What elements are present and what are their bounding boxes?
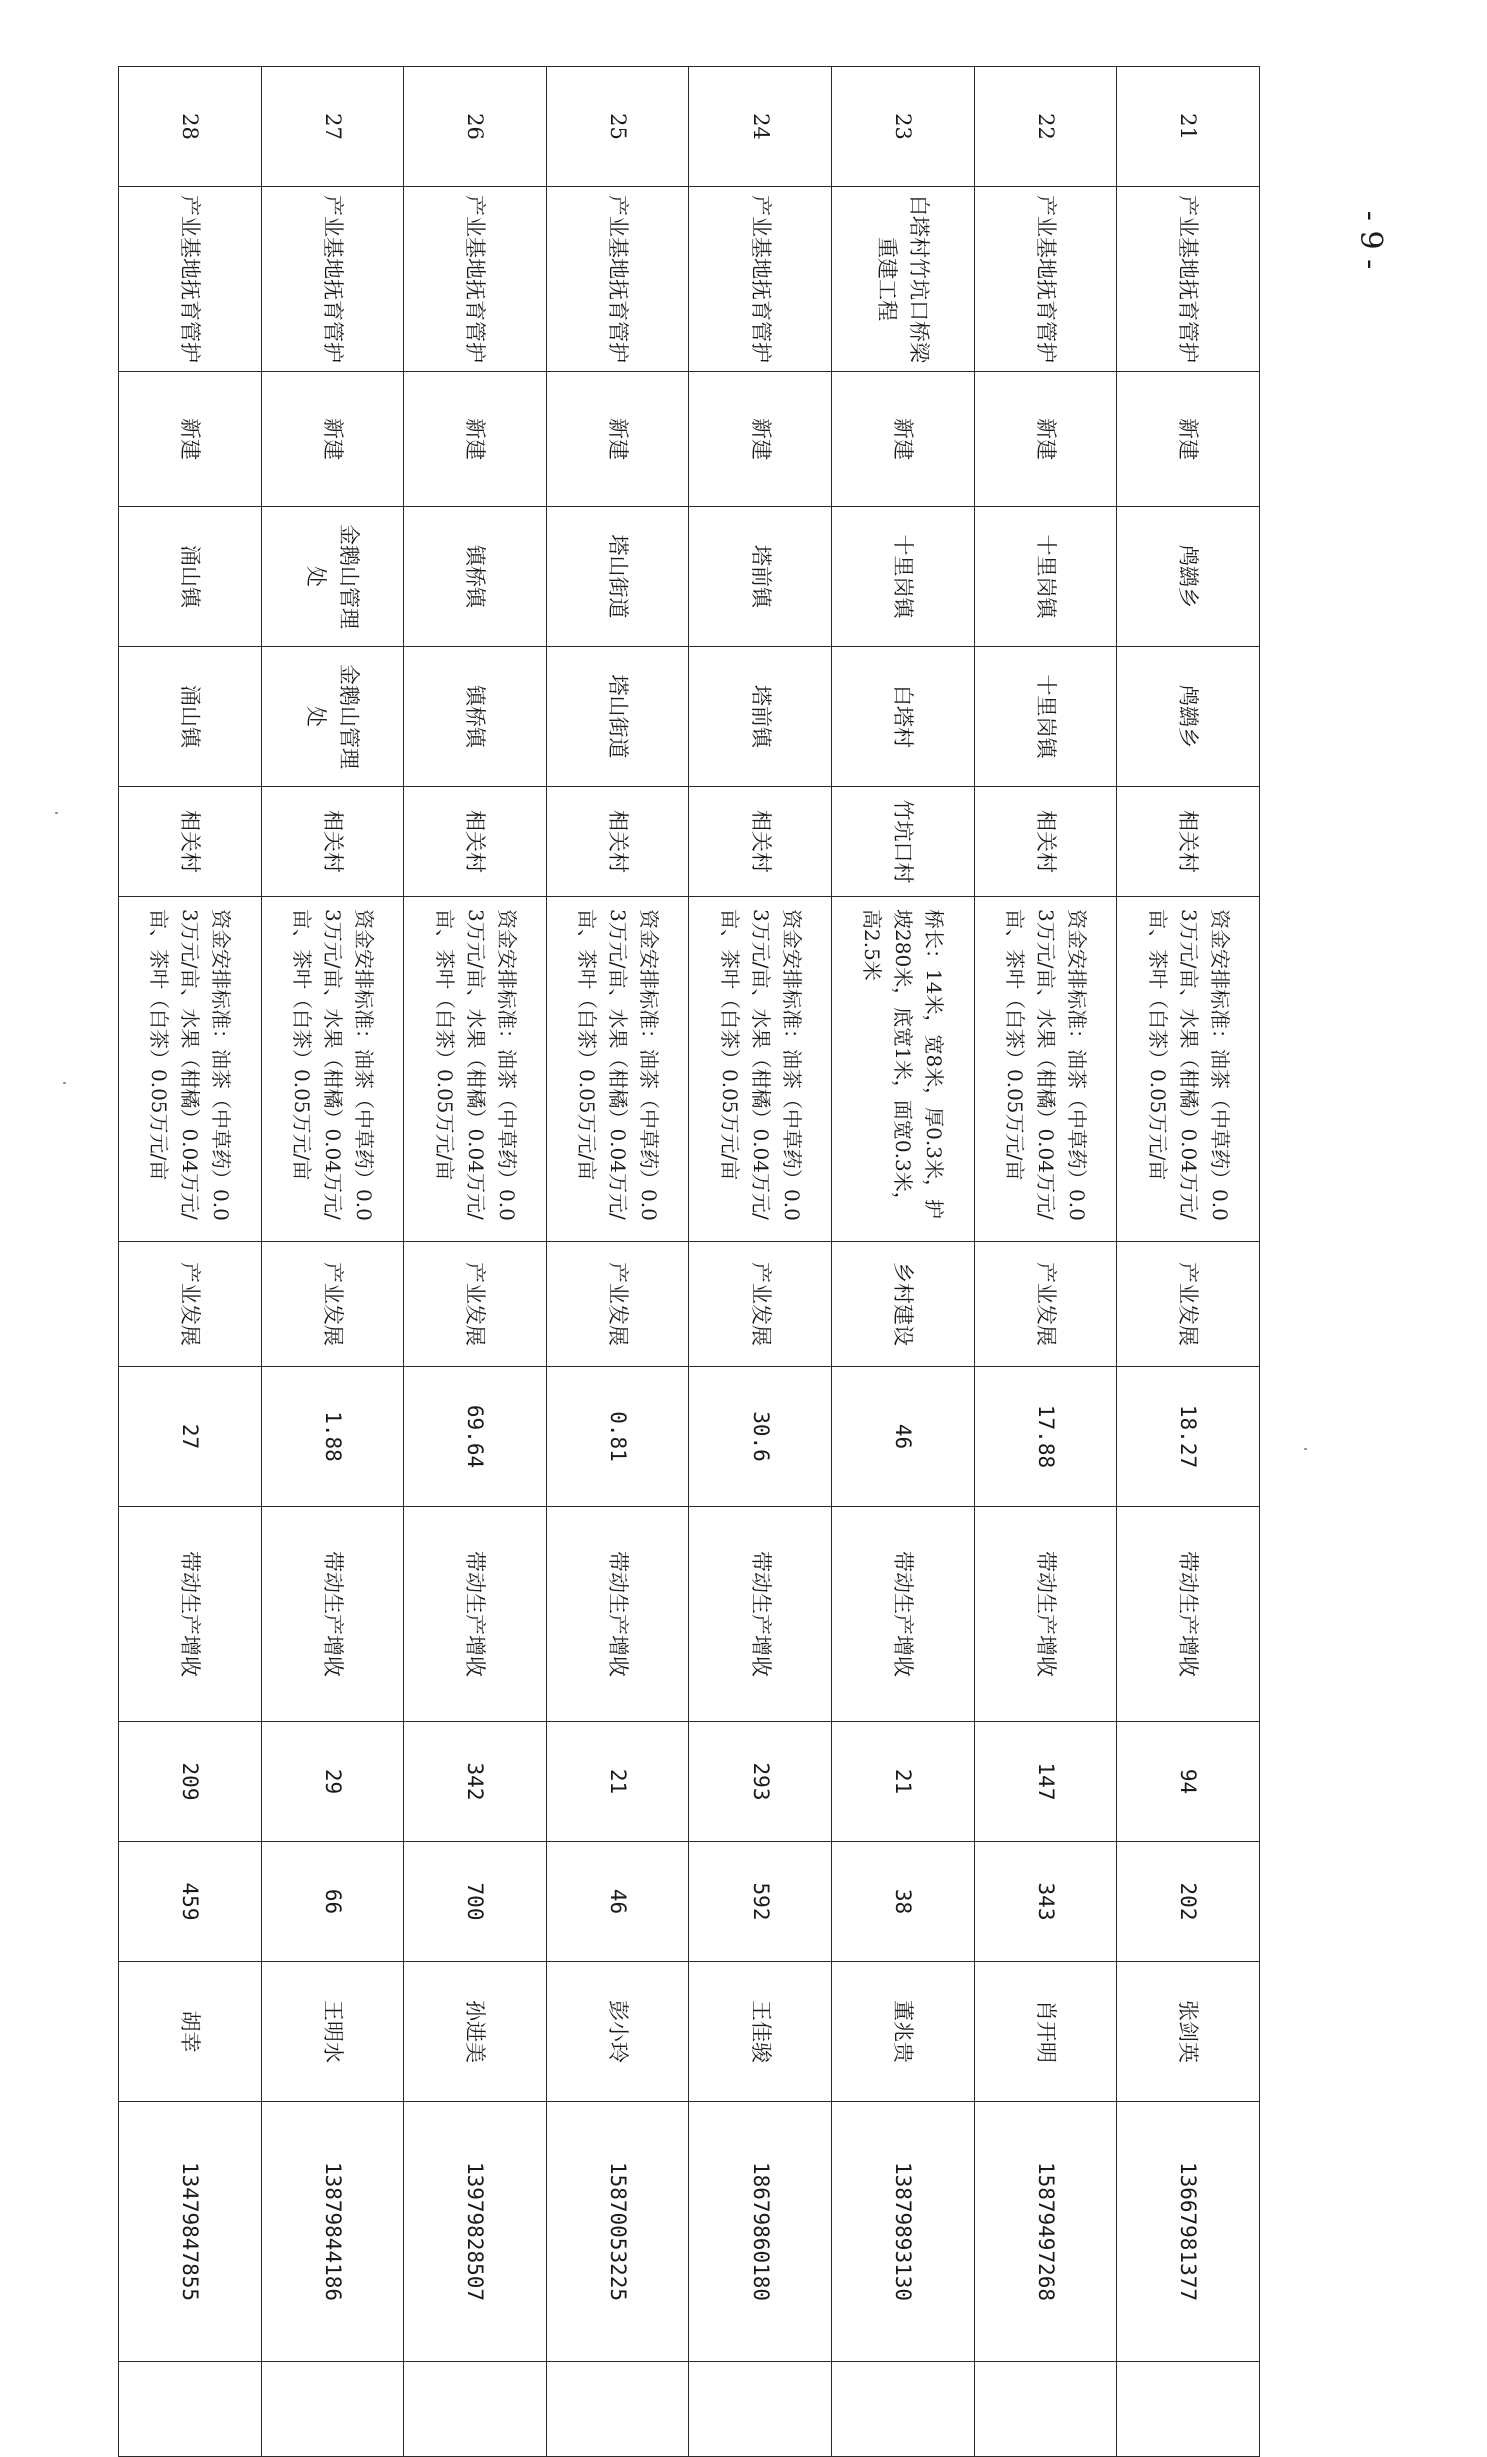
scan-speck <box>1304 1448 1307 1450</box>
table-row <box>974 67 1117 2457</box>
scan-speck <box>55 812 58 814</box>
row-number: 24 <box>689 67 832 187</box>
construction-content: 桥长：14米，宽8米，厚0.3米，护坡280米，底宽1米，面宽0.3米，高2.5米 <box>832 897 975 1242</box>
remarks-cell <box>261 2362 404 2457</box>
benefit-mechanism: 带动生产增收 <box>546 1507 689 1722</box>
town-name: 金鹅山管理处 <box>261 507 404 647</box>
remarks-cell <box>832 2362 975 2457</box>
beneficiary-households: 94 <box>1117 1722 1260 1842</box>
remarks-cell <box>546 2362 689 2457</box>
table-body <box>119 67 1260 2457</box>
build-type: 新建 <box>689 372 832 507</box>
table-row <box>261 67 404 2457</box>
implementing-unit: 涌山镇 <box>119 647 262 787</box>
construction-content: 资金安排标准：油茶（中草药）0.03万元/亩、水果（柑橘）0.04万元/亩、茶叶（白茶）0.05万元/亩 <box>546 897 689 1242</box>
build-type: 新建 <box>832 372 975 507</box>
rotated-table-wrapper <box>118 66 1260 2302</box>
beneficiary-households: 342 <box>404 1722 547 1842</box>
project-name: 产业基地抚育管护 <box>261 187 404 372</box>
contact-phone: 13667981377 <box>1117 2102 1260 2362</box>
beneficiary-households: 293 <box>689 1722 832 1842</box>
town-name: 塔山街道 <box>546 507 689 647</box>
build-type: 新建 <box>119 372 262 507</box>
benefit-mechanism: 带动生产增收 <box>974 1507 1117 1722</box>
project-name: 产业基地抚育管护 <box>974 187 1117 372</box>
beneficiary-people: 66 <box>261 1842 404 1962</box>
project-category: 产业发展 <box>261 1242 404 1367</box>
construction-content: 资金安排标准：油茶（中草药）0.03万元/亩、水果（柑橘）0.04万元/亩、茶叶（白茶）0.05万元/亩 <box>119 897 262 1242</box>
construction-content: 资金安排标准：油茶（中草药）0.03万元/亩、水果（柑橘）0.04万元/亩、茶叶（白茶）0.05万元/亩 <box>1117 897 1260 1242</box>
remarks-cell <box>119 2362 262 2457</box>
fund-amount: 17.88 <box>974 1367 1117 1507</box>
page-number: - 9 - <box>1353 210 1388 270</box>
row-number: 25 <box>546 67 689 187</box>
row-number: 26 <box>404 67 547 187</box>
benefit-mechanism: 带动生产增收 <box>832 1507 975 1722</box>
contact-phone: 13479847855 <box>119 2102 262 2362</box>
village-name: 竹坑口村 <box>832 787 975 897</box>
beneficiary-households: 147 <box>974 1722 1117 1842</box>
contact-person: 胡幸 <box>119 1962 262 2102</box>
row-number: 28 <box>119 67 262 187</box>
contact-person: 张剑英 <box>1117 1962 1260 2102</box>
implementing-unit: 塔前镇 <box>689 647 832 787</box>
build-type: 新建 <box>404 372 547 507</box>
contact-person: 董兆贵 <box>832 1962 975 2102</box>
table-row <box>404 67 547 2457</box>
rotated-table-stage <box>118 66 1260 2302</box>
project-category: 产业发展 <box>546 1242 689 1367</box>
row-number: 23 <box>832 67 975 187</box>
contact-phone: 13879893130 <box>832 2102 975 2362</box>
town-name: 十里岗镇 <box>832 507 975 647</box>
fund-amount: 27 <box>119 1367 262 1507</box>
contact-person: 肖开明 <box>974 1962 1117 2102</box>
implementing-unit: 塔山街道 <box>546 647 689 787</box>
row-number: 21 <box>1117 67 1260 187</box>
fund-amount: 18.27 <box>1117 1367 1260 1507</box>
beneficiary-households: 21 <box>832 1722 975 1842</box>
project-category: 产业发展 <box>689 1242 832 1367</box>
construction-content: 资金安排标准：油茶（中草药）0.03万元/亩、水果（柑橘）0.04万元/亩、茶叶（白茶）0.05万元/亩 <box>974 897 1117 1242</box>
row-number: 27 <box>261 67 404 187</box>
benefit-mechanism: 带动生产增收 <box>1117 1507 1260 1722</box>
fund-amount: 1.88 <box>261 1367 404 1507</box>
project-name: 产业基地抚育管护 <box>119 187 262 372</box>
beneficiary-people: 592 <box>689 1842 832 1962</box>
beneficiary-households: 21 <box>546 1722 689 1842</box>
implementing-unit: 金鹅山管理处 <box>261 647 404 787</box>
fund-amount: 0.81 <box>546 1367 689 1507</box>
contact-phone: 13979828507 <box>404 2102 547 2362</box>
contact-phone: 15870053225 <box>546 2102 689 2362</box>
build-type: 新建 <box>974 372 1117 507</box>
construction-content: 资金安排标准：油茶（中草药）0.03万元/亩、水果（柑橘）0.04万元/亩、茶叶（白茶）0.05万元/亩 <box>261 897 404 1242</box>
benefit-mechanism: 带动生产增收 <box>261 1507 404 1722</box>
village-name: 相关村 <box>404 787 547 897</box>
table-row <box>1117 67 1260 2457</box>
table-row <box>689 67 832 2457</box>
benefit-mechanism: 带动生产增收 <box>119 1507 262 1722</box>
contact-person: 孙进美 <box>404 1962 547 2102</box>
project-name: 白塔村竹坑口桥梁重建工程 <box>832 187 975 372</box>
town-name: 镇桥镇 <box>404 507 547 647</box>
contact-phone: 18679860180 <box>689 2102 832 2362</box>
construction-content: 资金安排标准：油茶（中草药）0.03万元/亩、水果（柑橘）0.04万元/亩、茶叶（白茶）0.05万元/亩 <box>689 897 832 1242</box>
village-name: 相关村 <box>689 787 832 897</box>
benefit-mechanism: 带动生产增收 <box>404 1507 547 1722</box>
fund-amount: 30.6 <box>689 1367 832 1507</box>
build-type: 新建 <box>261 372 404 507</box>
village-name: 相关村 <box>1117 787 1260 897</box>
beneficiary-households: 29 <box>261 1722 404 1842</box>
remarks-cell <box>974 2362 1117 2457</box>
benefit-mechanism: 带动生产增收 <box>689 1507 832 1722</box>
contact-phone: 13879844186 <box>261 2102 404 2362</box>
build-type: 新建 <box>1117 372 1260 507</box>
village-name: 相关村 <box>261 787 404 897</box>
beneficiary-people: 46 <box>546 1842 689 1962</box>
project-category: 乡村建设 <box>832 1242 975 1367</box>
project-name: 产业基地抚育管护 <box>689 187 832 372</box>
project-category: 产业发展 <box>1117 1242 1260 1367</box>
project-table <box>118 66 1260 2457</box>
table-row <box>546 67 689 2457</box>
project-name: 产业基地抚育管护 <box>1117 187 1260 372</box>
remarks-cell <box>404 2362 547 2457</box>
implementing-unit: 鸬鹚乡 <box>1117 647 1260 787</box>
town-name: 鸬鹚乡 <box>1117 507 1260 647</box>
village-name: 相关村 <box>974 787 1117 897</box>
town-name: 涌山镇 <box>119 507 262 647</box>
table-row <box>119 67 262 2457</box>
contact-person: 王佳骏 <box>689 1962 832 2102</box>
beneficiary-people: 202 <box>1117 1842 1260 1962</box>
contact-phone: 15879497268 <box>974 2102 1117 2362</box>
contact-person: 王明水 <box>261 1962 404 2102</box>
beneficiary-people: 700 <box>404 1842 547 1962</box>
village-name: 相关村 <box>546 787 689 897</box>
construction-content: 资金安排标准：油茶（中草药）0.03万元/亩、水果（柑橘）0.04万元/亩、茶叶（白茶）0.05万元/亩 <box>404 897 547 1242</box>
implementing-unit: 白塔村 <box>832 647 975 787</box>
beneficiary-households: 209 <box>119 1722 262 1842</box>
build-type: 新建 <box>546 372 689 507</box>
project-category: 产业发展 <box>974 1242 1117 1367</box>
beneficiary-people: 38 <box>832 1842 975 1962</box>
row-number: 22 <box>974 67 1117 187</box>
scan-speck <box>63 1082 66 1084</box>
remarks-cell <box>689 2362 832 2457</box>
fund-amount: 69.64 <box>404 1367 547 1507</box>
implementing-unit: 镇桥镇 <box>404 647 547 787</box>
village-name: 相关村 <box>119 787 262 897</box>
project-name: 产业基地抚育管护 <box>546 187 689 372</box>
town-name: 十里岗镇 <box>974 507 1117 647</box>
project-category: 产业发展 <box>404 1242 547 1367</box>
fund-amount: 46 <box>832 1367 975 1507</box>
project-name: 产业基地抚育管护 <box>404 187 547 372</box>
table-row <box>832 67 975 2457</box>
beneficiary-people: 343 <box>974 1842 1117 1962</box>
remarks-cell <box>1117 2362 1260 2457</box>
implementing-unit: 十里岗镇 <box>974 647 1117 787</box>
town-name: 塔前镇 <box>689 507 832 647</box>
contact-person: 彭小玲 <box>546 1962 689 2102</box>
beneficiary-people: 459 <box>119 1842 262 1962</box>
project-category: 产业发展 <box>119 1242 262 1367</box>
